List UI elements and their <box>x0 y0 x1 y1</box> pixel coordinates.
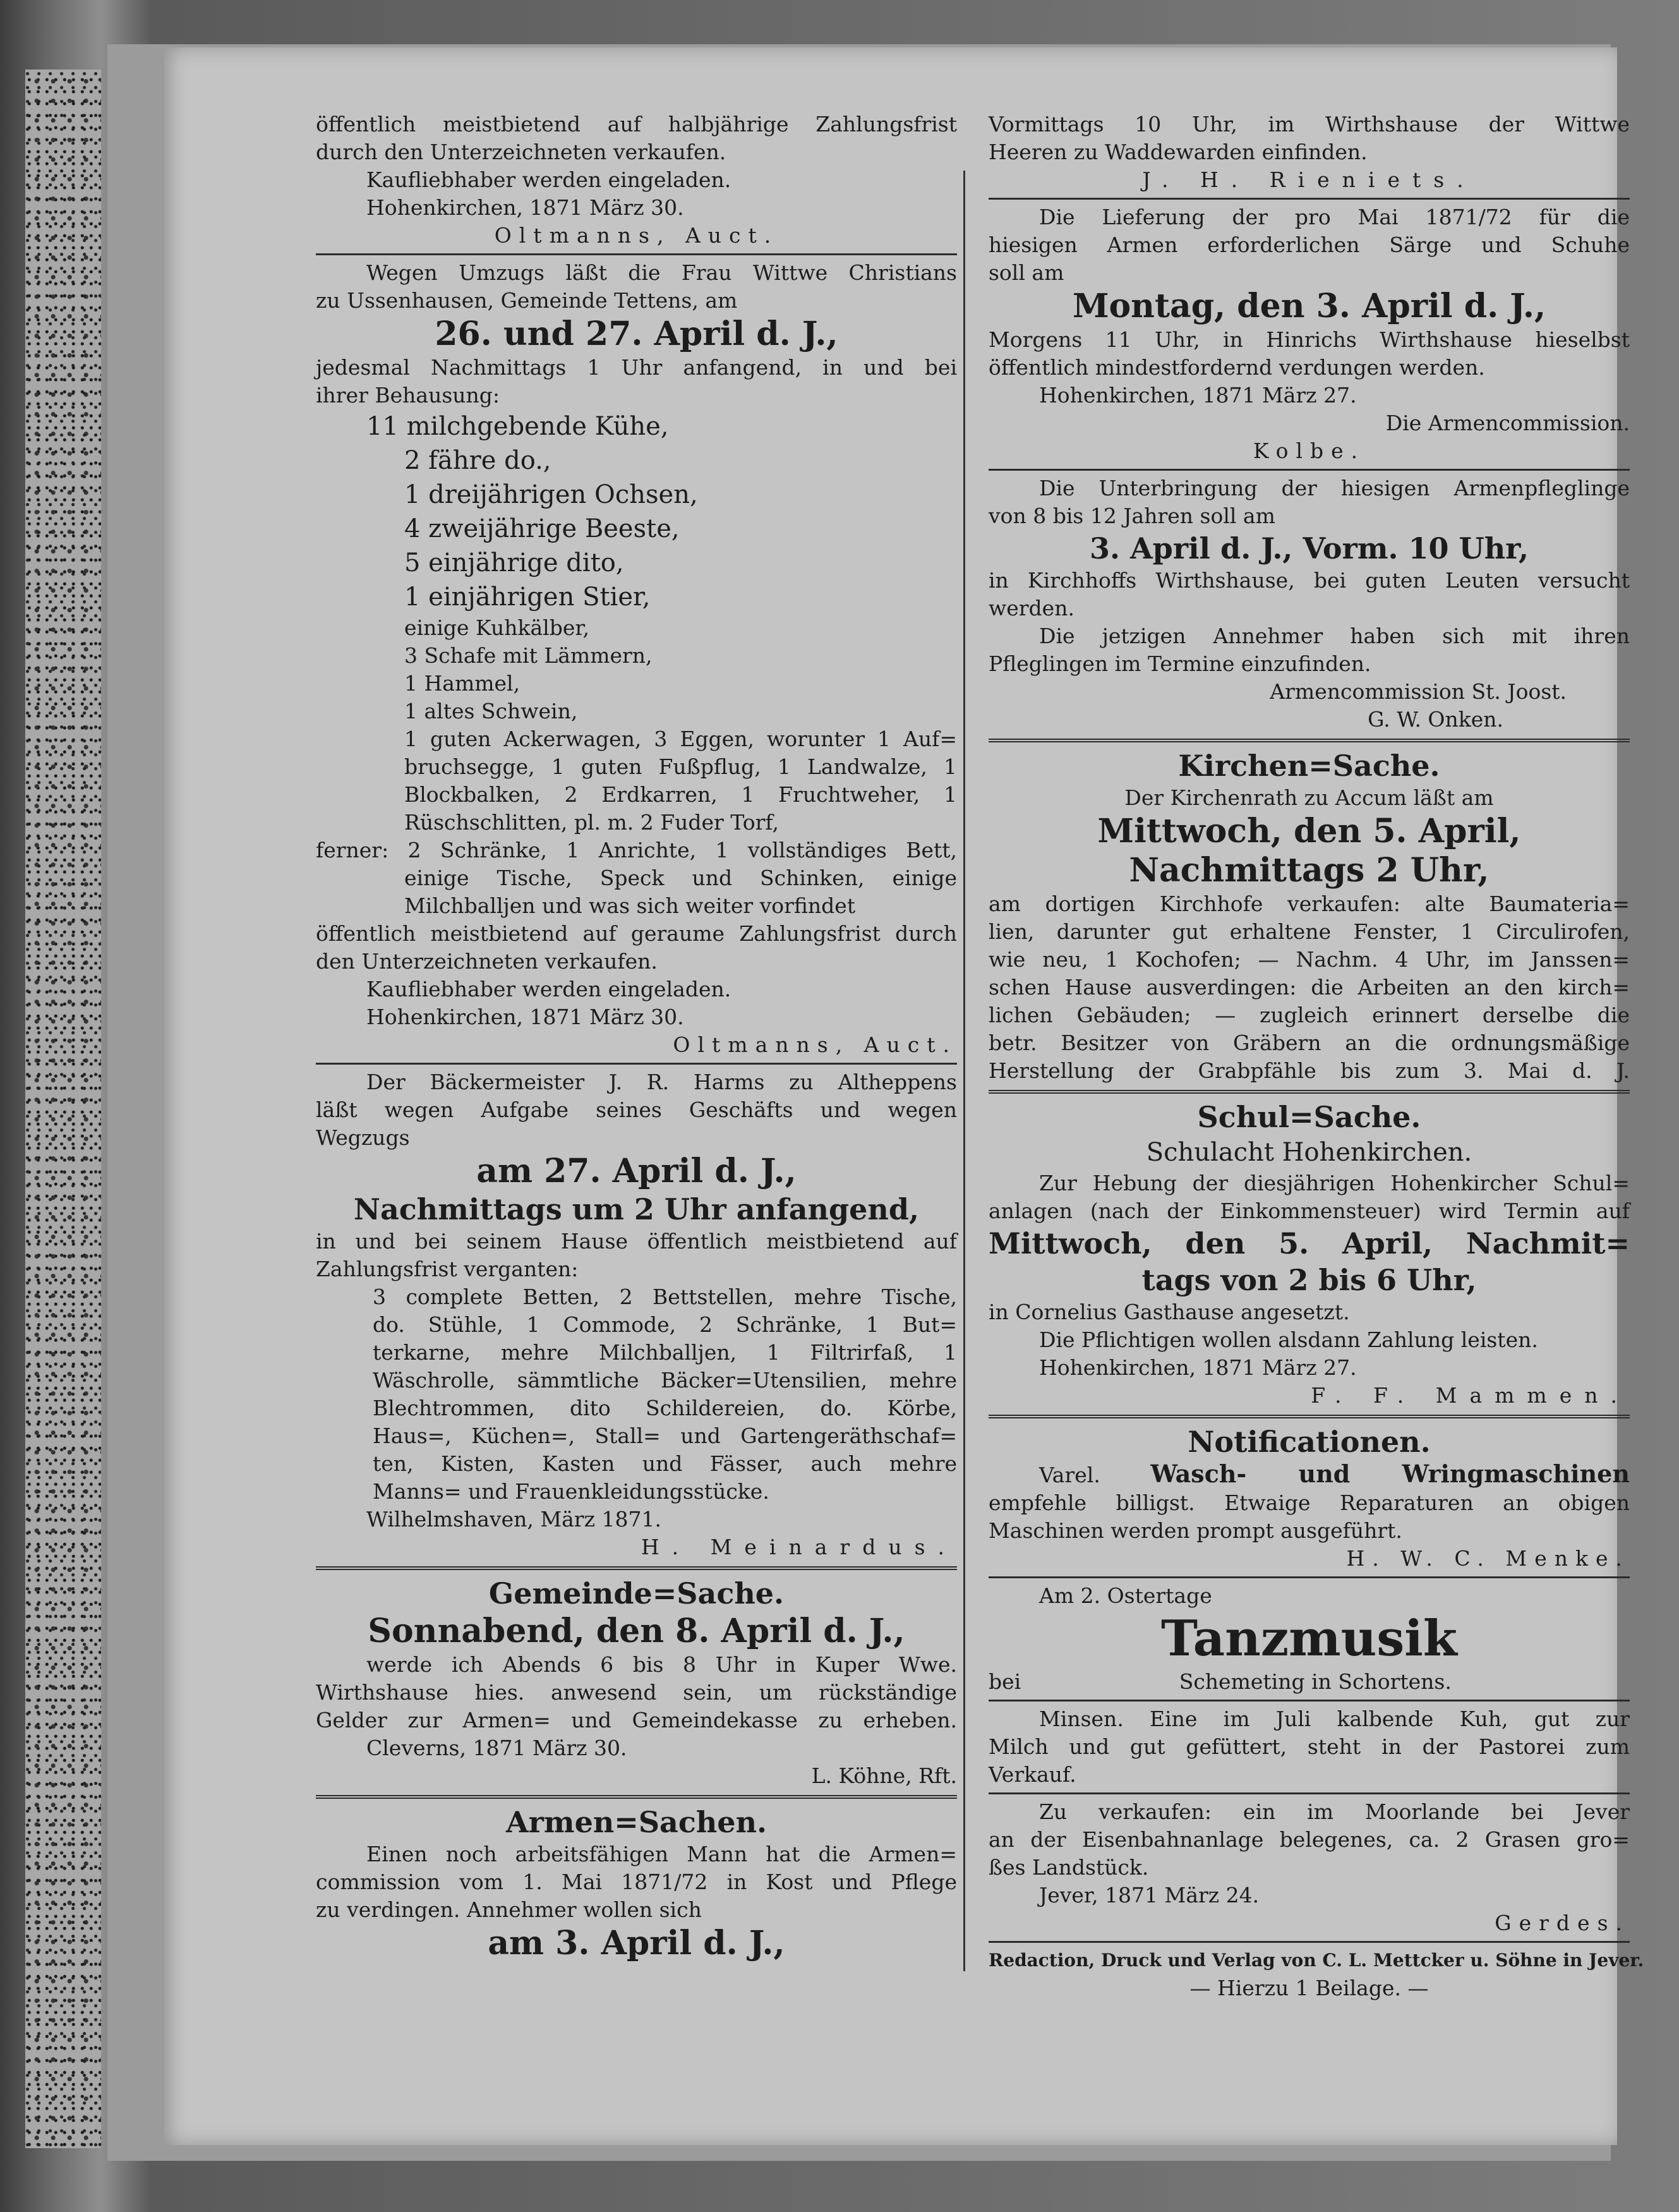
text-line: Wäschrolle, sämmtliche Bäcker=Utensilien, mehre <box>373 1368 957 1393</box>
text-line: Milchballjen und was sich weiter vorfindet <box>404 893 856 918</box>
date-heading: am 27. April d. J., <box>476 1152 797 1190</box>
list-item: 2 fähre do., <box>404 446 551 475</box>
text-line: läßt wegen Aufgabe seines Geschäfts und wegen <box>316 1097 957 1122</box>
text-line: terkarne, mehre Milchballjen, 1 Filtrirfaß, 1 <box>373 1340 957 1365</box>
text-line: ten, Kisten, Kasten und Fässer, auch mehre <box>373 1451 957 1476</box>
divider <box>989 198 1630 200</box>
text-line: jedesmal Nachmittags 1 Uhr anfangend, in und bei <box>316 355 957 380</box>
divider <box>989 1792 1630 1794</box>
text-line: Gelder zur Armen= und Gemeindekasse zu erheben. <box>316 1708 957 1732</box>
book-cover-edge <box>25 70 101 2148</box>
date-heading: Mittwoch, den 5. April, Nachmit= <box>989 1226 1630 1260</box>
text-fragment: bei <box>989 1669 1021 1694</box>
venue-name: Schemeting in Schortens. <box>1179 1669 1452 1694</box>
text-line: soll am <box>989 260 1064 285</box>
divider <box>989 1090 1630 1094</box>
text-line: von 8 bis 12 Jahren soll am <box>989 504 1275 528</box>
text-line: hiesigen Armen erforderlichen Särge und Schuhe <box>989 233 1630 257</box>
place-name: Varel. <box>1039 1463 1100 1487</box>
divider <box>989 1576 1630 1578</box>
date-heading: 3. April d. J., Vorm. 10 Uhr, <box>1089 531 1529 565</box>
left-column <box>316 111 957 1963</box>
text-line: Manns= und Frauenkleidungsstücke. <box>373 1479 769 1504</box>
text-line: commission vom 1. Mai 1871/72 in Kost und Pflege <box>316 1870 957 1894</box>
text-line: Herstellung der Grabpfähle bis zum 3. Mai d. J. <box>989 1058 1630 1083</box>
text-line: Blechtrommen, dito Schildereien, do. Körbe, <box>373 1396 957 1420</box>
text-line: werde ich Abends 6 bis 8 Uhr in Kuper Wwe. <box>366 1652 957 1677</box>
signature: Oltmanns, Auct. <box>494 223 779 248</box>
text-line: Zur Hebung der diesjährigen Hohenkircher Schul= <box>1039 1171 1630 1195</box>
text-line: Wirthshause hies. anwesend sein, um rückständige <box>316 1680 957 1705</box>
text-line: 1 guten Ackerwagen, 3 Eggen, worunter 1 Auf= <box>404 727 957 751</box>
list-item: 4 zweijährige Beeste, <box>404 514 680 543</box>
text-line: betr. Besitzer von Gräbern an die ordnungsmäßige <box>989 1030 1630 1055</box>
text-line: den Unterzeichneten verkaufen. <box>316 949 658 974</box>
section-heading: Schul=Sache. <box>1197 1100 1421 1134</box>
text-line: Haus=, Küchen=, Stall= und Gartengeräthschaf= <box>373 1423 957 1448</box>
text-line: 3 Schafe mit Lämmern, <box>404 643 653 668</box>
text-line: Hohenkirchen, 1871 März 30. <box>366 1005 684 1029</box>
signature: F. F. Mammen. <box>1311 1383 1630 1408</box>
text-line: ferner: 2 Schränke, 1 Anrichte, 1 vollständiges Bett, <box>316 838 957 862</box>
text-line: Die Armencommission. <box>1385 411 1630 435</box>
text-line: Rüschschlitten, pl. m. 2 Fuder Torf, <box>404 810 779 835</box>
text-line: empfehle billigst. Etwaige Reparaturen an obigen <box>989 1490 1630 1515</box>
text-line: Die Pflichtigen wollen alsdann Zahlung leisten. <box>1039 1327 1538 1352</box>
text-line: durch den Unterzeichneten verkaufen. <box>316 140 726 164</box>
signature: Oltmanns, Auct. <box>673 1032 957 1057</box>
text-line: Zu verkaufen: ein im Moorlande bei Jever <box>1039 1799 1630 1824</box>
divider <box>989 469 1630 471</box>
column-divider <box>963 171 965 1971</box>
text-line: wie neu, 1 Kochofen; — Nachm. 4 Uhr, im Janssen= <box>989 947 1630 972</box>
text-line: lichen Gebäuden; — zugleich erinnert derselbe die <box>989 1003 1630 1027</box>
text-line: 3 complete Betten, 2 Bettstellen, mehre Tische, <box>373 1284 957 1309</box>
divider <box>316 1566 957 1570</box>
text-line: anlagen (nach der Einkommensteuer) wird Termin auf <box>989 1199 1630 1223</box>
text-line: zu verdingen. Annehmer wollen sich <box>316 1897 702 1922</box>
text-line: öffentlich mindestfordernd verdungen werden. <box>989 355 1485 380</box>
section-heading: Kirchen=Sache. <box>1178 749 1440 783</box>
date-heading: Sonnabend, den 8. April d. J., <box>368 1612 905 1650</box>
text-line: in Kirchhoffs Wirthshause, bei guten Leuten versucht <box>989 568 1630 593</box>
text-line: bruchsegge, 1 guten Fußpflug, 1 Landwalze, 1 <box>404 754 957 779</box>
divider <box>316 1063 957 1065</box>
list-item: 11 milchgebende Kühe, <box>366 412 669 441</box>
text-line: Jever, 1871 März 24. <box>1039 1883 1260 1907</box>
divider <box>316 253 957 255</box>
text-line: Morgens 11 Uhr, in Hinrichs Wirthshause hieselbst <box>989 327 1630 352</box>
list-item: 1 einjährigen Stier, <box>404 583 651 612</box>
text-line: Schulacht Hohenkirchen. <box>1146 1138 1472 1167</box>
signature: Kolbe. <box>1253 438 1366 463</box>
product-name: Wasch- und Wringmaschinen <box>1150 1460 1630 1488</box>
text-line: öffentlich meistbietend auf halbjährige Zahlungsfrist <box>316 112 957 136</box>
text-line: Maschinen werden prompt ausgeführt. <box>989 1518 1402 1543</box>
text-line: Kaufliebhaber werden eingeladen. <box>366 167 731 192</box>
date-heading: Montag, den 3. April d. J., <box>1072 287 1546 325</box>
text-line: do. Stühle, 1 Commode, 2 Schränke, 1 But= <box>373 1312 957 1337</box>
text-line: in und bei seinem Hause öffentlich meistbietend auf <box>316 1229 957 1254</box>
text-line: zu Ussenhausen, Gemeinde Tettens, am <box>316 288 738 313</box>
date-heading: am 3. April d. J., <box>488 1924 785 1962</box>
imprint: Redaction, Druck und Verlag von C. L. Mettcker u. Söhne in Jever. <box>989 1950 1644 1971</box>
list-item: 1 dreijährigen Ochsen, <box>404 480 698 509</box>
text-line: Zahlungsfrist verganten: <box>316 1257 579 1281</box>
text-line <box>989 1460 1630 1489</box>
text-line: Hohenkirchen, 1871 März 30. <box>366 195 684 220</box>
list-item: 5 einjährige dito, <box>404 548 624 577</box>
divider <box>989 739 1630 742</box>
text-line: Minsen. Eine im Juli kalbende Kuh, gut zur <box>1039 1707 1630 1731</box>
text-line: Milch und gut gefüttert, steht in der Pastorei zum <box>989 1734 1630 1759</box>
text-line: ßes Landstück. <box>989 1855 1149 1880</box>
text-line: am dortigen Kirchhofe verkaufen: alte Baumateria= <box>989 891 1630 916</box>
text-line: in Cornelius Gasthause angesetzt. <box>989 1300 1350 1324</box>
text-line: Einen noch arbeitsfähigen Mann hat die Armen= <box>366 1842 957 1866</box>
text-line: 1 Hammel, <box>404 671 521 696</box>
signature: H. W. C. Menke. <box>1346 1546 1630 1571</box>
text-line: Am 2. Ostertage <box>1039 1583 1212 1608</box>
text-line: Blockbalken, 2 Erdkarren, 1 Fruchtweher, 1 <box>404 782 957 807</box>
text-line: Cleverns, 1871 März 30. <box>366 1736 627 1760</box>
text-line: Die jetzigen Annehmer haben sich mit ihren <box>1039 624 1630 648</box>
text-line: Vormittags 10 Uhr, im Wirthshause der Wittwe <box>989 112 1630 136</box>
divider <box>989 1941 1630 1943</box>
text-line: Der Kirchenrath zu Accum läßt am <box>1124 785 1494 810</box>
text-line: lien, darunter gut erhaltene Fenster, 1 Circulirofen, <box>989 919 1630 944</box>
signature: G. W. Onken. <box>1368 707 1503 732</box>
date-heading: 26. und 27. April d. J., <box>435 315 838 353</box>
signature: H. Meinardus. <box>641 1535 957 1559</box>
text-line: Hohenkirchen, 1871 März 27. <box>1039 383 1357 408</box>
right-column <box>989 111 1644 2002</box>
signature: Gerdes. <box>1495 1911 1630 1935</box>
time-heading: Nachmittags um 2 Uhr anfangend, <box>353 1192 920 1226</box>
section-heading: Armen=Sachen. <box>505 1805 767 1839</box>
supplement-note: — Hierzu 1 Beilage. — <box>1189 1976 1429 2000</box>
text-line: 1 altes Schwein, <box>404 699 578 723</box>
text-line: Der Bäckermeister J. R. Harms zu Altheppens <box>366 1070 957 1094</box>
signature: J. H. Rieniets. <box>1142 167 1476 192</box>
time-heading: Nachmittags 2 Uhr, <box>1129 851 1489 890</box>
divider <box>989 1700 1630 1701</box>
section-heading: Notificationen. <box>1188 1425 1431 1459</box>
text-line: Wilhelmshaven, März 1871. <box>366 1507 661 1532</box>
text-line: Wegzugs <box>316 1125 410 1150</box>
divider <box>316 1795 957 1799</box>
text-line: Armencommission St. Joost. <box>1270 679 1567 704</box>
text-line: einige Tische, Speck und Schinken, einige <box>404 866 957 890</box>
text-line: an der Eisenbahnanlage belegenes, ca. 2 Grasen gro= <box>989 1827 1630 1852</box>
text-line: Die Lieferung der pro Mai 1871/72 für die <box>1039 205 1630 229</box>
section-heading: Gemeinde=Sache. <box>488 1576 785 1611</box>
text-line: Heeren zu Waddewarden einfinden. <box>989 140 1368 164</box>
text-line: werden. <box>989 596 1074 620</box>
event-heading: Tanzmusik <box>1161 1610 1457 1667</box>
text-line: öffentlich meistbietend auf geraume Zahlungsfrist durch <box>316 921 957 946</box>
text-line: Wegen Umzugs läßt die Frau Wittwe Christians <box>366 260 957 285</box>
text-line: Pfleglingen im Termine einzufinden. <box>989 651 1371 676</box>
text-line: Kaufliebhaber werden eingeladen. <box>366 977 731 1001</box>
text-line: Verkauf. <box>989 1762 1076 1787</box>
text-line: Hohenkirchen, 1871 März 27. <box>1039 1355 1357 1380</box>
text-line: schen Hause ausverdingen: die Arbeiten an den kirch= <box>989 975 1630 1000</box>
text-line: Die Unterbringung der hiesigen Armenpfleglinge <box>1039 476 1630 500</box>
signature: L. Köhne, Rft. <box>811 1763 957 1788</box>
date-heading: Mittwoch, den 5. April, <box>1097 812 1521 850</box>
text-line: einige Kuhkälber, <box>404 615 589 640</box>
text-line: ihrer Behausung: <box>316 383 500 408</box>
text-line <box>989 1668 1630 1696</box>
divider <box>989 1415 1630 1418</box>
time-heading: tags von 2 bis 6 Uhr, <box>1141 1263 1477 1297</box>
